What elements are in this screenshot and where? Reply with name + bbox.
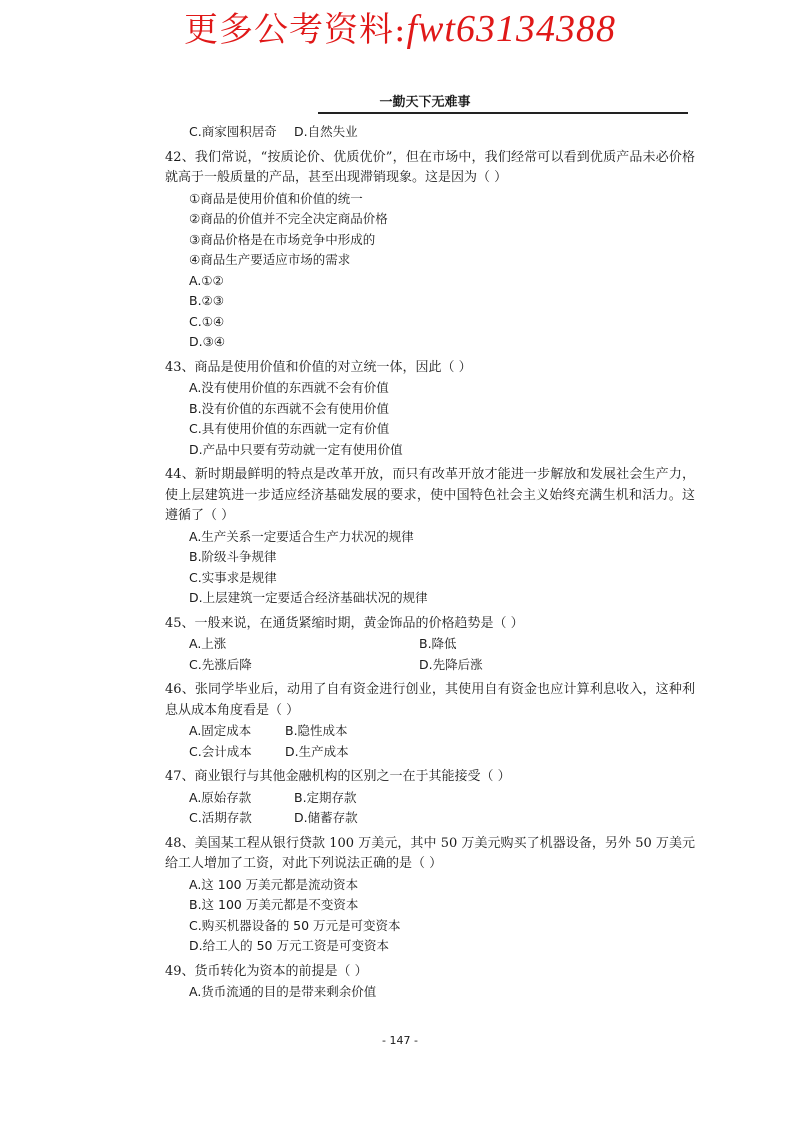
option-c: C.会计成本 (189, 743, 252, 759)
option-d: D.先降后涨 (419, 656, 483, 672)
option-d: D.自然失业 (294, 124, 358, 139)
question-49 (165, 962, 695, 1003)
question-stem: 49、货币转化为资本的前提是（ ） (165, 963, 368, 979)
option-a: A.原始存款 (189, 789, 252, 805)
page-number: - 147 - (382, 1034, 418, 1047)
options-row-2 (165, 655, 695, 676)
option-a: A.上涨 (189, 636, 227, 651)
option-a: A.货币流通的目的是带来剩余价值 (189, 984, 377, 999)
statement-3: ③商品价格是在市场竞争中形成的 (189, 231, 376, 247)
option-a: A.这 100 万美元都是流动资本 (189, 876, 359, 892)
question-45 (165, 614, 695, 676)
option-a: A.①② (189, 272, 224, 288)
option-d: D.③④ (189, 334, 226, 349)
question-43 (165, 358, 695, 461)
promo-banner (0, 2, 800, 51)
question-stem: 47、商业银行与其他金融机构的区别之一在于其能接受（ ） (165, 769, 511, 784)
option-d: D.上层建筑一定要适合经济基础状况的规律 (189, 590, 428, 605)
options-row-1 (165, 721, 695, 742)
option-a: A.没有使用价值的东西就不会有价值 (189, 380, 389, 395)
banner-text: 更多公考资料: (184, 10, 407, 50)
option-b: B.没有价值的东西就不会有使用价值 (189, 400, 390, 416)
question-stem: 45、一般来说，在通货紧缩时期，黄金饰品的价格趋势是（ ） (165, 615, 524, 631)
option-a: A.生产关系一定要适合生产力状况的规律 (189, 528, 414, 544)
question-stem: 43、商品是使用价值和价值的对立统一体，因此（ ） (165, 359, 472, 375)
option-d: D.给工人的 50 万元工资是可变资本 (189, 938, 389, 953)
question-42 (165, 148, 695, 353)
option-c: C.商家囤积居奇 (189, 124, 277, 139)
option-c: C.购买机器设备的 50 万元是可变资本 (189, 917, 401, 933)
options-row-1 (165, 634, 695, 655)
question-44 (165, 465, 695, 609)
question-48 (165, 834, 695, 957)
options-row-2 (165, 808, 695, 829)
option-b: B.隐性成本 (285, 723, 348, 738)
question-stem: 42、我们常说，“按质论价、优质优价”，但在市场中，我们经常可以看到优质产品未必价格就高于一般质量的产品，甚至出现滞销现象。这是因为（ ） (165, 149, 695, 185)
option-d: D.生产成本 (285, 743, 349, 759)
question-stem: 48、美国某工程从银行贷款 100 万美元，其中 50 万美元购买了机器设备，另外 50 万美元给工人增加了工资，对此下列说法正确的是（ ） (165, 835, 695, 871)
option-c: C.①④ (189, 313, 225, 329)
header-rule (318, 112, 688, 114)
option-d: D.储蓄存款 (294, 810, 358, 825)
option-c: C.活期存款 (189, 810, 252, 825)
options-row-2 (165, 742, 695, 763)
header-motto: 一勤天下无难事 (379, 95, 471, 110)
option-b: B.降低 (419, 636, 457, 651)
option-b: B.这 100 万美元都是不变资本 (189, 897, 359, 912)
statement-1: ①商品是使用价值和价值的统一 (189, 190, 363, 206)
option-b: B.②③ (189, 293, 224, 308)
question-47 (165, 767, 695, 829)
option-c: C.具有使用价值的东西就一定有价值 (189, 421, 390, 436)
carryover-options (165, 122, 695, 143)
option-c: C.先涨后降 (189, 656, 252, 672)
option-b: B.定期存款 (294, 789, 357, 805)
option-b: B.阶级斗争规律 (189, 549, 277, 564)
statement-4: ④商品生产要适应市场的需求 (189, 252, 351, 267)
options-row-1 (165, 788, 695, 809)
option-d: D.产品中只要有劳动就一定有使用价值 (189, 441, 403, 457)
statement-2: ②商品的价值并不完全决定商品价格 (189, 211, 388, 226)
question-stem: 46、张同学毕业后，动用了自有资金进行创业，其使用自有资金也应计算利息收入，这种利息从成本角度看是（ ） (165, 682, 695, 718)
question-list (165, 122, 695, 1003)
option-a: A.固定成本 (189, 723, 252, 738)
banner-handle: fwt63134388 (406, 8, 616, 50)
question-46 (165, 680, 695, 762)
question-stem: 44、新时期最鲜明的特点是改革开放，而只有改革开放才能进一步解放和发展社会生产力，使上层建筑进一步适应经济基础发展的要求，使中国特色社会主义始终充满生机和活力。这遵循了（ ） (165, 467, 695, 523)
option-c: C.实事求是规律 (189, 569, 277, 585)
